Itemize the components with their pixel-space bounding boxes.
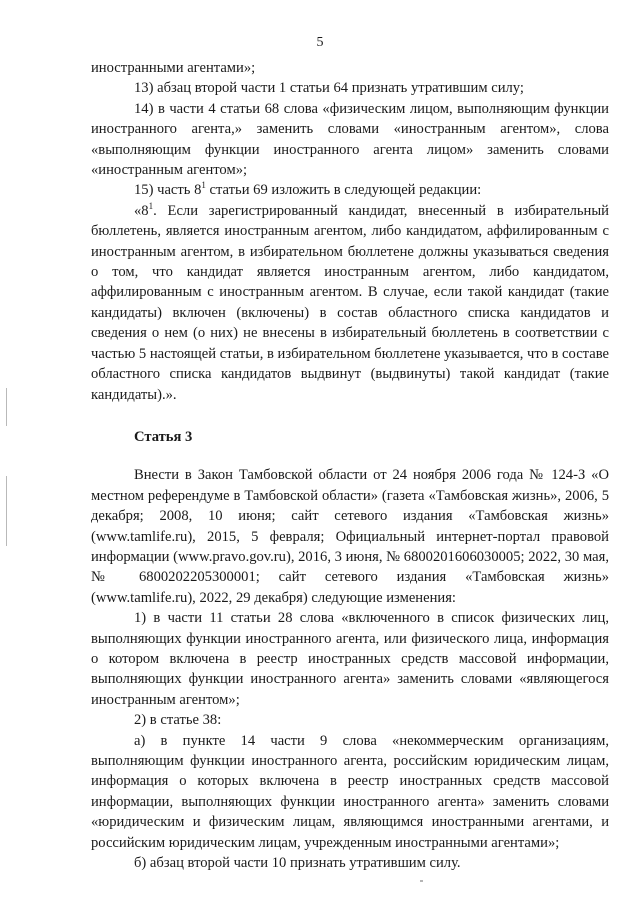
quote-text: . Если зарегистрированный кандидат, внесенный в избирательный бюллетень, является иностранным агентом, либо кандидатом, аффилированным с иностранным агентом, в избирательном бюллетене должны указываться сведения о том, что кандидат является иностранным агентом, либо кандидатом, аффилированным с иностранным агентом. В случае, если такой кандидат (такие кандидаты) включен (включены) в состав областного списка кандидатов и сведения о нем (о них) не внесены в избирательный бюллетень в соответствии с частью 5 настоящей статьи, в избирательном бюллетене указывается, что в составе областного списка кандидатов выдвинут (выдвинуты) такой кандидат (такие кандидаты).». — [91, 202, 609, 403]
margin-scan-mark — [6, 388, 7, 426]
item15-suffix: статьи 69 изложить в следующей редакции: — [205, 182, 482, 199]
paragraph: иностранными агентами»; — [91, 60, 256, 76]
item15-superscript: 1 — [201, 180, 206, 191]
document-body — [91, 58, 609, 873]
page-number: 5 — [316, 35, 324, 50]
article-heading: Статья 3 — [134, 428, 193, 445]
paragraph: Внести в Закон Тамбовской области от 24 ноября 2006 года № 124-З «О местном референдуме в Тамбовской области» (газета «Тамбовская жизнь», 2006, 5 декабря; 2008, 10 июня; сайт сетевого издания «Тамбовская жизнь» (www.tamlife.ru), 2015, 5 февраля; Официальный интернет-портал правовой информации (www.pravo.gov.ru), 2016, 3 июня, № 6800201606030005; 2022, 30 мая, № 6800202205300001; сайт сетевого издания «Тамбовская жизнь» (www.tamlife.ru), 2022, 29 декабря) следующие изменения: — [91, 467, 609, 606]
paragraph: 2) в статье 38: — [134, 712, 222, 729]
quote-superscript: 1 — [148, 200, 154, 211]
paragraph: 14) в части 4 статьи 68 слова «физическим лицом, выполняющим функции иностранного агента,» заменить словами «иностранным агентом», слова «выполняющим функции иностранного агента лицом» заменить словами «иностранным агентом»; — [91, 100, 609, 179]
quote-prefix: «8 — [134, 202, 149, 219]
item15-prefix: 15) часть 8 — [134, 182, 202, 199]
paragraph-item-15 — [91, 180, 609, 200]
paragraph: 1) в части 11 статьи 28 слова «включенного в список физических лиц, выполняющих функции иностранного агента, или физического лица, информация о котором включена в реестр иностранных средств массовой информации, выполняющих функции иностранного агента» заменить словами «являющегося иностранным агентом»; — [91, 610, 609, 708]
scan-speck — [420, 880, 423, 882]
quoted-amendment — [91, 201, 609, 405]
paragraph: а) в пункте 14 части 9 слова «некоммерческим организациям, выполняющим функции иностранного агента, российским юридическим лицам, информация о которых включена в реестр иностранных средств массовой информации, выполняющих функции иностранного агента» заменить словами «юридическим и физическим лицам, являющимся иностранными агентами, и российским юридическим лицам, учрежденным иностранными агентами»; — [91, 732, 609, 851]
paragraph: б) абзац второй части 10 признать утратившим силу. — [134, 855, 461, 872]
paragraph: 13) абзац второй части 1 статьи 64 признать утратившим силу; — [134, 80, 524, 97]
margin-scan-mark — [6, 476, 7, 546]
